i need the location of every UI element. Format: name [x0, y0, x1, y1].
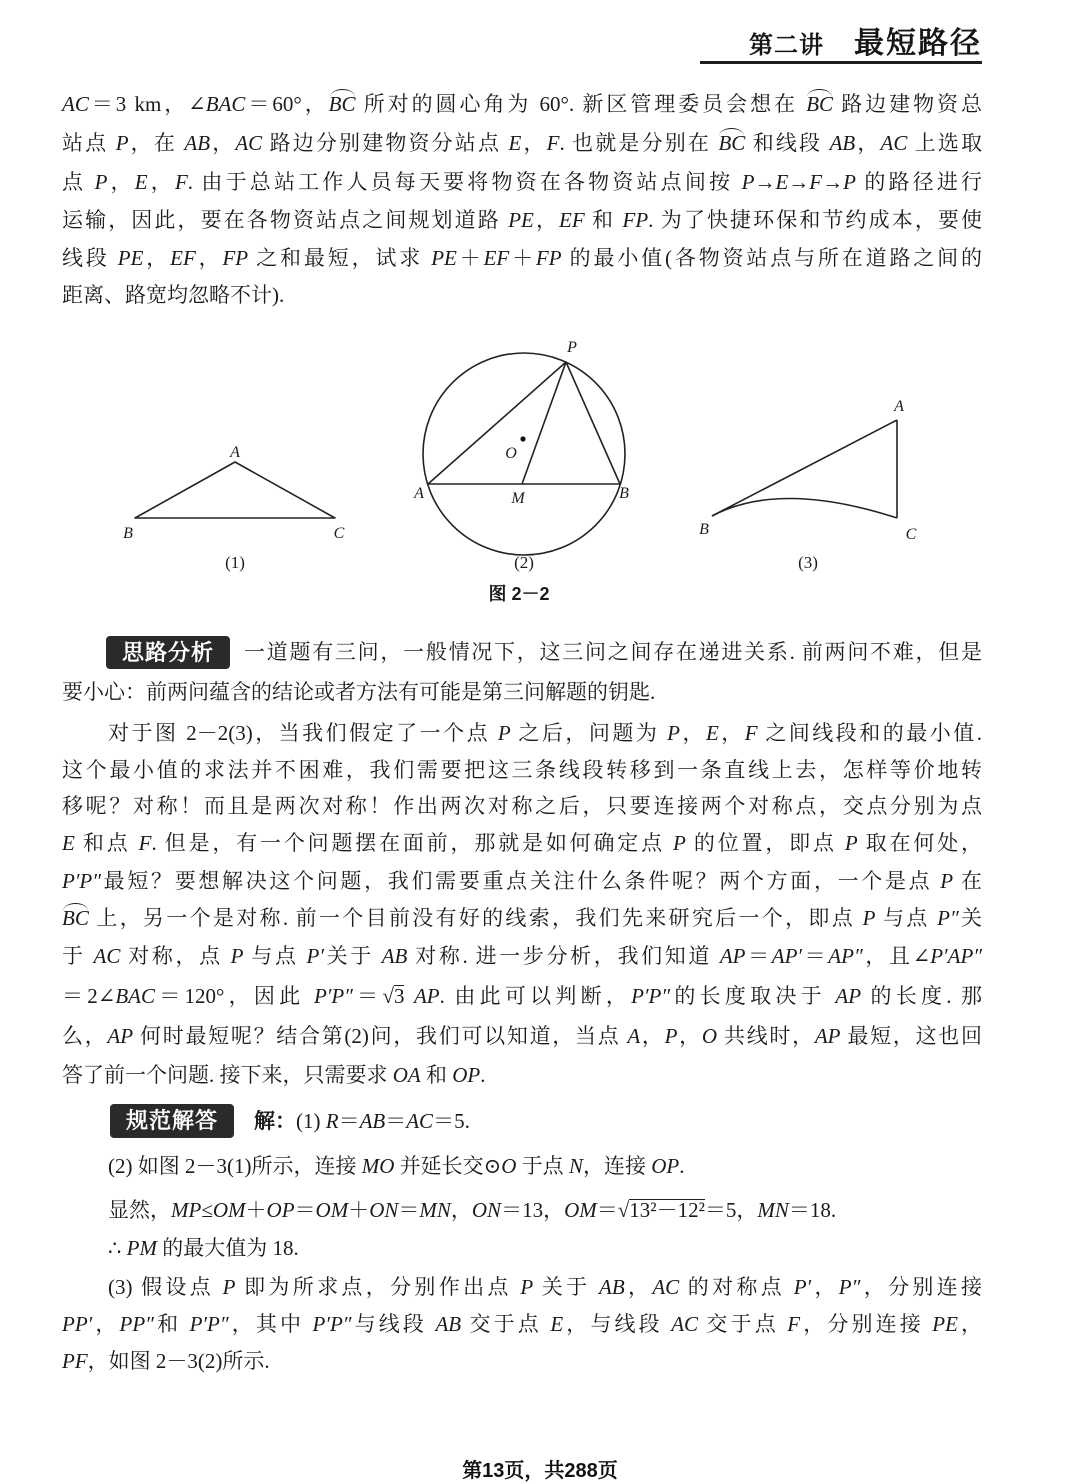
running-header — [749, 18, 982, 62]
radical-sign: √ — [617, 1198, 630, 1222]
math-variable: AB — [435, 1312, 462, 1336]
problem-line: 距离、路宽均忽略不计). — [62, 283, 285, 307]
figure-caption: 图 2－2 — [488, 584, 550, 604]
math-variable: OP — [266, 1198, 295, 1222]
math-variable: O — [501, 1154, 517, 1178]
problem-line: 点 P，E，F. 由于总站工作人员每天要将物资在各物资站点间按 P→E→F→P 的路径进行 — [62, 170, 983, 194]
math-variable: P′ — [306, 944, 324, 968]
center-dot-o — [520, 436, 525, 441]
problem-line: 运输，因此，要在各物资站点之间规划道路 PE，EF 和 FP. 为了快捷环保和节约成本，要使 — [62, 208, 983, 232]
math-variable: AC — [235, 131, 263, 155]
math-variable: PP″ — [119, 1312, 154, 1336]
point-label-b: B — [619, 485, 629, 502]
analysis-paragraph-line: E 和点 F. 但是，有一个问题摆在面前，那就是如何确定点 P 的位置，即点 P 取在何处， — [62, 831, 983, 855]
math-variable: F — [744, 721, 758, 745]
math-variable: AC — [93, 944, 121, 968]
math-variable: P — [843, 170, 856, 194]
math-variable: E — [134, 170, 148, 194]
math-variable: F — [174, 170, 188, 194]
point-label-c: C — [333, 525, 345, 542]
math-variable: F — [787, 1312, 801, 1336]
math-variable: E — [508, 131, 522, 155]
math-variable: P — [520, 1275, 534, 1299]
lecture-title: 最短路径 — [854, 27, 982, 60]
math-variable: PE — [431, 246, 457, 270]
point-label-a: A — [230, 444, 240, 461]
segment-ba — [712, 420, 897, 516]
solution-line-1 — [254, 1102, 982, 1140]
math-variable: EF — [170, 246, 196, 270]
math-variable: AP — [107, 1024, 134, 1048]
math-variable: AB — [359, 1109, 386, 1133]
panel-caption-2: (2) — [514, 553, 534, 572]
math-variable: AB — [599, 1275, 625, 1299]
math-variable: OM — [564, 1198, 597, 1222]
math-variable: PE — [117, 246, 144, 270]
math-variable: F — [809, 170, 823, 194]
point-label-o: O — [505, 445, 517, 462]
math-variable: AB — [184, 131, 211, 155]
math-variable: P′P″ — [62, 869, 101, 893]
math-variable: P — [497, 721, 511, 745]
page-footer: 第13页，共288页 — [462, 1460, 618, 1482]
math-variable: N — [568, 1154, 583, 1178]
math-variable: MN — [757, 1198, 789, 1222]
math-variable: ON — [471, 1198, 502, 1222]
math-variable: ON — [369, 1198, 399, 1222]
math-variable: P′P″ — [312, 1312, 352, 1336]
math-variable: PP′ — [62, 1312, 93, 1336]
math-variable: P″ — [937, 906, 959, 930]
triangle-abc — [135, 462, 335, 518]
math-variable: AC — [880, 131, 908, 155]
segment-ap — [428, 362, 566, 484]
math-variable: P — [672, 831, 686, 855]
math-variable: AC — [406, 1109, 434, 1133]
math-variable: P — [230, 944, 244, 968]
analysis-paragraph-line: 移呢？对称！而且是两次对称！作出两次对称之后，只要连接两个对称点，交点分别为点 — [62, 794, 982, 818]
solution-prefix: 解： — [254, 1109, 296, 1133]
math-variable: AC — [652, 1275, 680, 1299]
radicand: 3 — [393, 984, 405, 1008]
math-variable: P′AP″ — [930, 944, 983, 968]
math-variable: AP — [413, 984, 440, 1008]
header-rule — [700, 61, 982, 64]
math-variable: P — [115, 131, 129, 155]
math-variable: AP — [719, 944, 746, 968]
analysis-paragraph-line: BC 上，另一个是对称. 前一个目前没有好的线索，我们先来研究后一个，即点 P 与点 P″关 — [62, 899, 982, 937]
analysis-line: 一道题有三问，一般情况下，这三问之间存在递进关系. 前两问不难，但是 — [244, 640, 982, 664]
point-label-p: P — [567, 339, 577, 356]
panel-caption-3: (3) — [798, 553, 818, 572]
math-variable: P′ — [793, 1275, 812, 1299]
math-variable: P — [862, 906, 876, 930]
circle-o — [423, 353, 625, 555]
analysis-paragraph-line: 这个最小值的求法并不困难，我们需要把这三条线段转移到一条直线上去，怎样等价地转 — [62, 758, 982, 782]
analysis-line: 要小心：前两问蕴含的结论或者方法有可能是第三问解题的钥匙. — [62, 680, 656, 704]
math-variable: OM — [315, 1198, 349, 1222]
math-variable: AP — [814, 1024, 841, 1048]
analysis-paragraph-line: P′P″最短？要想解决这个问题，我们需要重点关注什么条件呢？两个方面，一个是点 P 在 — [62, 869, 983, 893]
arc-notation: BC — [806, 85, 833, 123]
radicand: 13²－12² — [629, 1198, 705, 1222]
math-variable: PE — [508, 208, 534, 232]
solution-line: ∴ PM 的最大值为 18. — [108, 1236, 299, 1260]
math-variable: P′P″ — [313, 984, 353, 1008]
math-variable: EF — [483, 246, 510, 270]
math-variable: FP — [222, 246, 249, 270]
analysis-paragraph-line: 对于图 2－2(3)，当我们假定了一个点 P 之后，问题为 P，E，F 之间线段和的最小值. — [108, 721, 982, 745]
math-variable: AC — [671, 1312, 699, 1336]
math-variable: R — [325, 1109, 339, 1133]
arc-notation: BC — [329, 85, 356, 123]
lecture-number: 第二讲 — [749, 32, 824, 59]
point-label-a: A — [414, 485, 424, 502]
math-variable: E — [62, 831, 75, 855]
math-variable: MO — [361, 1154, 395, 1178]
figure-panel-2 — [413, 339, 629, 572]
math-variable: OP — [452, 1063, 481, 1087]
math-variable: PE — [932, 1312, 958, 1336]
math-variable: P′P″ — [631, 984, 671, 1008]
math-variable: OA — [392, 1063, 421, 1087]
solution-line: PF，如图 2－3(2)所示. — [62, 1349, 270, 1373]
math-variable: OP — [651, 1154, 680, 1178]
math-variable: EF — [559, 208, 585, 232]
point-label-a: A — [894, 398, 904, 415]
math-variable: BAC — [205, 92, 246, 116]
point-label-m: M — [511, 490, 525, 507]
math-variable: BAC — [115, 984, 156, 1008]
arc-notation: BC — [62, 899, 89, 937]
math-variable: P — [940, 869, 954, 893]
math-variable: F — [546, 131, 560, 155]
problem-line: AC＝3 km，∠BAC＝60°，BC 所对的圆心角为 60°. 新区管理委员会想在 BC 路边建物资总 — [62, 85, 982, 123]
analysis-label: 思路分析 — [106, 636, 230, 669]
math-variable: PF — [62, 1349, 88, 1373]
math-variable: P — [741, 170, 755, 194]
math-variable: P — [667, 721, 680, 745]
solution-line: 显然，MP≤OM＋OP＝OM＋ON＝MN，ON＝13，OM＝√13²－12²＝5，MN＝18. — [108, 1198, 837, 1222]
math-variable: AP″ — [828, 944, 863, 968]
math-variable: AP′ — [771, 944, 803, 968]
solution-label: 规范解答 — [110, 1104, 234, 1138]
math-variable: E — [775, 170, 789, 194]
math-variable: MP — [171, 1198, 202, 1222]
segment-pm — [522, 362, 566, 484]
analysis-paragraph-line: 于 AC 对称，点 P 与点 P′关于 AB 对称. 进一步分析，我们知道 AP＝AP′＝AP″，且∠P′AP″ — [62, 944, 983, 968]
problem-line: 站点 P，在 AB，AC 路边分别建物资分站点 E，F. 也就是分别在 BC 和线段 AB，AC 上选取 — [62, 124, 982, 162]
math-variable: E — [705, 721, 719, 745]
solution-line: (2) 如图 2－3(1)所示，连接 MO 并延长交⊙O 于点 N，连接 OP. — [108, 1154, 685, 1178]
math-variable: MN — [419, 1198, 451, 1222]
math-variable: FP — [535, 246, 562, 270]
math-variable: O — [701, 1024, 718, 1048]
point-label-c: C — [905, 526, 917, 543]
solution-part-1: (1) R＝AB＝AC＝5. — [296, 1109, 470, 1133]
math-variable: P — [222, 1275, 236, 1299]
problem-line: 线段 PE，EF，FP 之和最短，试求 PE＋EF＋FP 的最小值(各物资站点与所在道路之间的 — [62, 246, 982, 270]
figure-panel-1 — [123, 444, 345, 572]
point-label-b: B — [123, 525, 133, 542]
math-variable: P — [664, 1024, 678, 1048]
math-variable: P′P″ — [189, 1312, 229, 1336]
math-variable: P″ — [838, 1275, 861, 1299]
panel-caption-1: (1) — [225, 553, 245, 572]
math-variable: A — [627, 1024, 641, 1048]
analysis-paragraph-line: ＝2∠BAC＝120°，因此 P′P″＝√3 AP. 由此可以判断，P′P″的长度取决于 AP 的长度. 那 — [62, 984, 983, 1008]
math-variable: AB — [829, 131, 856, 155]
figure-panel-3 — [699, 398, 917, 572]
arc-notation: BC — [718, 124, 745, 162]
radical-sign: √ — [382, 984, 394, 1008]
point-label-b: B — [699, 521, 709, 538]
math-variable: AB — [381, 944, 408, 968]
math-variable: AP — [835, 984, 862, 1008]
analysis-paragraph-line: 么，AP 何时最短呢？结合第(2)问，我们可以知道，当点 A，P，O 共线时，AP 最短，这也回 — [62, 1024, 983, 1048]
math-variable: FP — [622, 208, 649, 232]
math-variable: F — [138, 831, 152, 855]
math-variable: PM — [126, 1236, 157, 1260]
analysis-paragraph-line: 答了前一个问题. 接下来，只需要求 OA 和 OP. — [62, 1063, 486, 1087]
math-variable: E — [550, 1312, 564, 1336]
math-variable: P — [844, 831, 858, 855]
solution-line: (3) 假设点 P 即为所求点，分别作出点 P 关于 AB，AC 的对称点 P′，P″，分别连接 — [108, 1275, 983, 1299]
solution-line: PP′，PP″和 P′P″，其中 P′P″与线段 AB 交于点 E，与线段 AC 交于点 F，分别连接 PE， — [62, 1312, 983, 1336]
math-variable: AC — [62, 92, 89, 116]
figure-2-2 — [0, 330, 1080, 620]
math-variable: OM — [212, 1198, 246, 1222]
math-variable: P — [94, 170, 108, 194]
